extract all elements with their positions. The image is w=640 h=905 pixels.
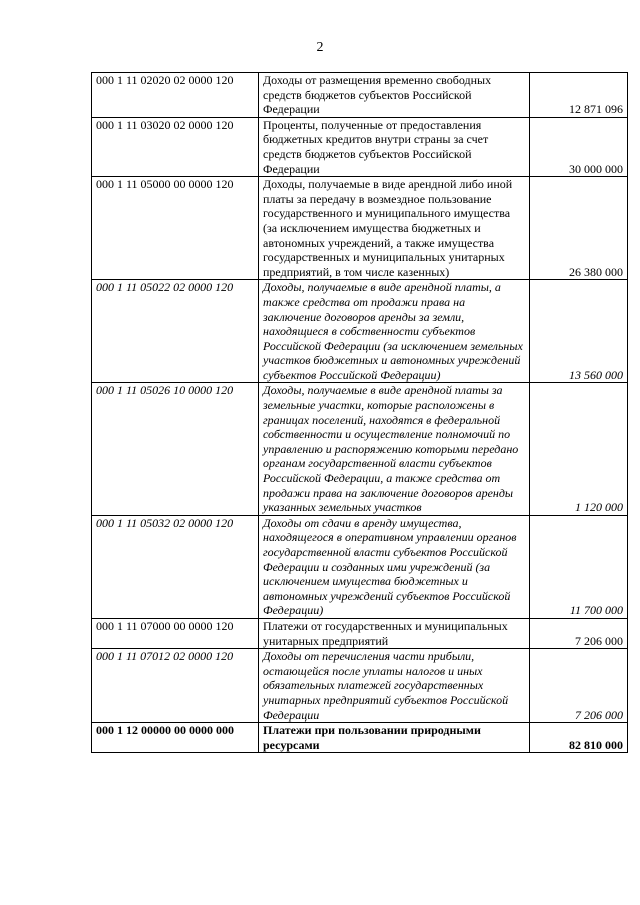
amount-cell: 82 810 000 <box>530 723 628 753</box>
table-row <box>92 177 628 280</box>
revenue-name-cell: Проценты, полученные от предоставления бюджетных кредитов внутри страны за счет средств бюджетов субъектов Российской Федерации <box>259 117 530 176</box>
budget-code-cell: 000 1 11 03020 02 0000 120 <box>92 117 259 176</box>
table-row <box>92 618 628 648</box>
amount-cell: 11 700 000 <box>530 515 628 618</box>
revenue-name-cell: Платежи от государственных и муниципальных унитарных предприятий <box>259 618 530 648</box>
amount-cell: 7 206 000 <box>530 649 628 723</box>
revenue-table-body <box>92 73 628 753</box>
table-row-total <box>92 723 628 753</box>
budget-code-cell: 000 1 11 02020 02 0000 120 <box>92 73 259 118</box>
budget-code-cell: 000 1 11 05032 02 0000 120 <box>92 515 259 618</box>
table-row <box>92 280 628 383</box>
amount-cell: 30 000 000 <box>530 117 628 176</box>
revenue-name-cell: Платежи при пользовании природными ресурсами <box>259 723 530 753</box>
amount-cell: 26 380 000 <box>530 177 628 280</box>
revenue-name-cell: Доходы от сдачи в аренду имущества, находящегося в оперативном управлении органов государственной власти субъектов Российской Федерации и созданных ими учреждений (за исключением имущества бюджетных и автономных учреждений субъектов Российской Федерации) <box>259 515 530 618</box>
amount-cell: 7 206 000 <box>530 618 628 648</box>
revenue-table <box>91 72 628 753</box>
amount-cell: 1 120 000 <box>530 383 628 515</box>
page-number: 2 <box>316 40 324 55</box>
revenue-name-cell: Доходы от размещения временно свободных средств бюджетов субъектов Российской Федерации <box>259 73 530 118</box>
table-row <box>92 515 628 618</box>
table-row <box>92 73 628 118</box>
budget-code-cell: 000 1 11 07012 02 0000 120 <box>92 649 259 723</box>
revenue-name-cell: Доходы, получаемые в виде арендной платы за земельные участки, которые расположены в границах поселений, находятся в федеральной собственности и осуществление полномочий по управлению и распоряжению которыми передано органам государственной власти субъектов Российской Федерации, а также средства от продажи права на заключение договоров аренды указанных земельных участков <box>259 383 530 515</box>
budget-code-cell: 000 1 12 00000 00 0000 000 <box>92 723 259 753</box>
budget-code-cell: 000 1 11 05000 00 0000 120 <box>92 177 259 280</box>
budget-code-cell: 000 1 11 05022 02 0000 120 <box>92 280 259 383</box>
amount-cell: 12 871 096 <box>530 73 628 118</box>
table-row <box>92 383 628 515</box>
table-row <box>92 117 628 176</box>
revenue-name-cell: Доходы от перечисления части прибыли, остающейся после уплаты налогов и иных обязательных платежей государственных унитарных предприятий субъектов Российской Федерации <box>259 649 530 723</box>
revenue-name-cell: Доходы, получаемые в виде арендной платы, а также средства от продажи права на заключение договоров аренды за земли, находящиеся в собственности субъектов Российской Федерации (за исключением земельных участков бюджетных и автономных учреждений субъектов Российской Федерации) <box>259 280 530 383</box>
table-row <box>92 649 628 723</box>
revenue-name-cell: Доходы, получаемые в виде арендной либо иной платы за передачу в возмездное пользование государственного и муниципального имущества (за исключением имущества бюджетных и автономных учреждений, а также имущества государственных и муниципальных унитарных предприятий, в том числе казенных) <box>259 177 530 280</box>
budget-code-cell: 000 1 11 05026 10 0000 120 <box>92 383 259 515</box>
budget-code-cell: 000 1 11 07000 00 0000 120 <box>92 618 259 648</box>
amount-cell: 13 560 000 <box>530 280 628 383</box>
